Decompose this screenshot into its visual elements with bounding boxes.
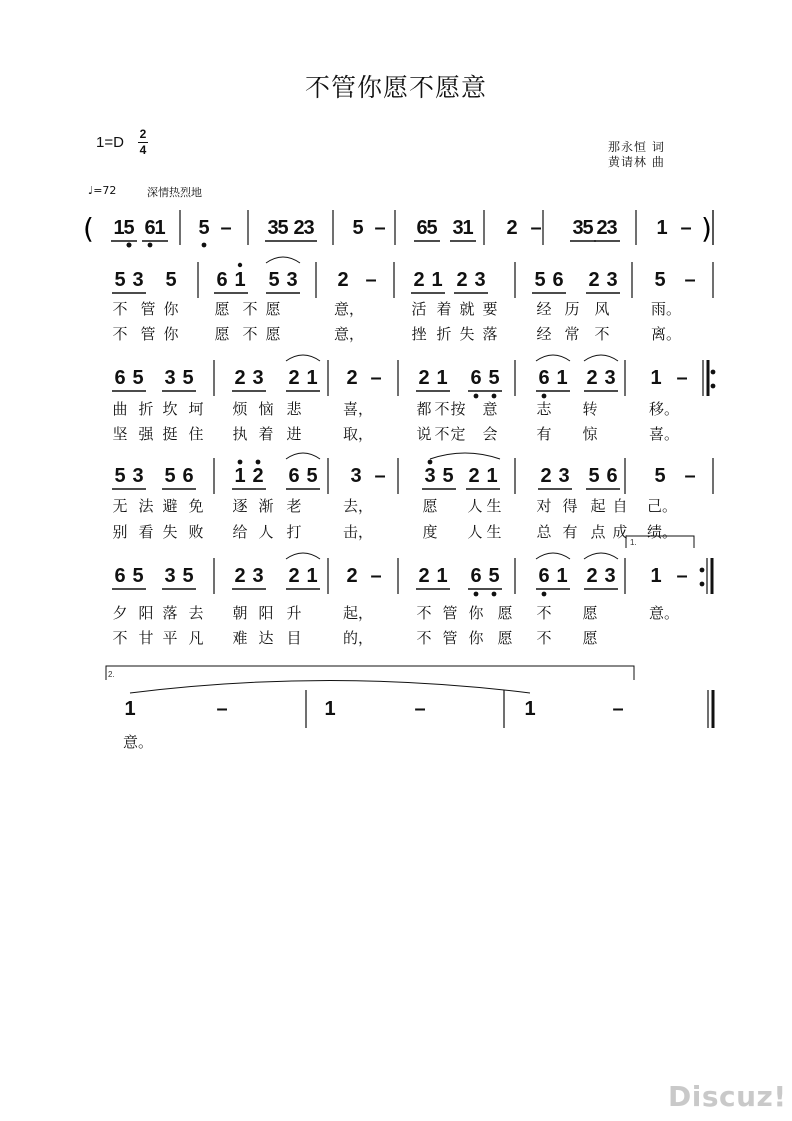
lyric-syllable: 转 [582,400,598,418]
tempo-value: =72 [93,184,117,197]
dash-note: – [676,565,688,587]
lyric-syllable: 给 [232,523,248,541]
lyric-syllable: 阳 [138,604,154,622]
octave-dot [492,394,497,399]
slur-arc [584,553,618,559]
lyric-syllable: 打 [286,523,302,541]
lyric-syllable: 坚 [112,425,128,443]
jianpu-note: 5 [352,217,364,239]
lyric-syllable: 朝 [232,604,248,622]
jianpu-note: 2 [456,269,468,291]
slur-arc [536,553,570,559]
lyric-syllable: 就 [459,300,475,318]
jianpu-note: 5 [182,367,194,389]
jianpu-note: 5 [268,269,280,291]
lyric-syllable: 常 [564,325,580,343]
lyric-syllable: 愿 [497,604,513,622]
lyric-syllable: 惊 [582,425,598,443]
octave-dot [202,243,207,248]
lyric-syllable: 意。 [649,604,680,622]
lyric-syllable: 按 [450,400,466,418]
lyric-syllable: 老 [286,497,302,515]
lyric-syllable: 无 [112,497,128,515]
lyric-syllable: 的， [343,629,374,647]
jianpu-note: 6 [538,565,550,587]
lyric-syllable: 看 [138,523,154,541]
jianpu-note: 1 [234,465,246,487]
dash-note: – [220,217,232,239]
octave-dot [711,384,716,389]
jianpu-note: 2 [234,367,246,389]
time-signature-bottom: 4 [139,143,147,157]
composer-credit: 黄请林 曲 [608,155,665,169]
lyric-syllable: 不 [536,604,552,622]
slur-arc [536,355,570,361]
lyric-syllable: 意， [334,325,365,343]
jianpu-note: 1 [556,565,568,587]
jianpu-note: 5 [114,465,126,487]
volta-second-label: 2. [108,670,115,679]
jianpu-note: 2 [288,565,300,587]
octave-dot [238,263,242,267]
lyric-syllable: 烦 [232,400,248,418]
jianpu-note: 2 [234,565,246,587]
lyric-syllable: 绩。 [647,523,678,541]
dash-note: – [612,698,624,720]
jianpu-note: 6 [182,465,194,487]
lyric-syllable: 挺 [162,425,178,443]
jianpu-note: 2 [252,465,264,487]
jianpu-note: 1 [650,367,662,389]
jianpu-note: 3 [252,367,264,389]
jianpu-note: 2 [346,565,358,587]
key-signature: 1=D [96,134,124,151]
lyric-syllable: 进 [286,425,302,443]
lyric-syllable: 失 [459,325,475,343]
lyric-syllable: 说 [416,425,432,443]
jianpu-note: 6 [216,269,228,291]
lyric-syllable: 人 [467,523,483,541]
lyric-syllable: 成 [612,523,628,541]
jianpu-note: 1 [486,465,498,487]
lyric-syllable: 升 [286,604,302,622]
jianpu-note: 1 [306,565,318,587]
jianpu-note: 2 [293,217,305,239]
lyric-syllable: 愿 [497,629,513,647]
lyric-syllable: 逐 [232,497,248,515]
lyric-syllable: 人 [467,497,483,515]
slur-arc [286,453,320,459]
jianpu-note: 1 [324,698,336,720]
jianpu-note: 6 [470,565,482,587]
dash-note: – [365,269,377,291]
dash-note: – [676,367,688,389]
jianpu-note: 5 [114,269,126,291]
jianpu-note: 1 [656,217,668,239]
jianpu-note: 5 [442,465,454,487]
octave-dot [542,592,547,597]
lyric-syllable: 自 [612,497,628,515]
volta-second-bracket [106,666,634,680]
lyricist-credit: 那永恒 词 [608,140,665,154]
lyric-syllable: 雨。 [651,300,682,318]
lyric-syllable: 有 [562,523,578,541]
lyric-syllable: 曲 [112,400,128,418]
lyric-syllable: 着 [258,425,274,443]
dash-note: – [530,217,542,239]
expression-marking: 深情热烈地 [147,186,202,199]
lyric-syllable: 起， [343,604,374,622]
octave-dot [148,243,153,248]
lyric-syllable: 不 [434,400,450,418]
lyric-syllable: 不 [416,629,432,647]
lyric-syllable: 都 [416,400,432,418]
time-signature-top: 2 [139,127,147,141]
jianpu-note: 3 [606,217,618,239]
lyric-syllable: 难 [232,629,248,647]
lyric-syllable: 管 [442,604,458,622]
lyric-syllable: 不 [434,425,450,443]
lyric-syllable: 移。 [649,400,680,418]
slur-arc [584,355,618,361]
jianpu-note: 3 [606,269,618,291]
jianpu-note: 3 [132,465,144,487]
lyric-syllable: 你 [468,604,484,622]
lyric-syllable: 离。 [651,325,682,343]
jianpu-note: 5 [654,269,666,291]
jianpu-note: 3 [132,269,144,291]
jianpu-note: 3 [164,565,176,587]
dash-note: – [370,367,382,389]
jianpu-note: 1 [306,367,318,389]
jianpu-note: 1 [113,217,125,239]
lyric-syllable: 愿 [265,325,281,343]
lyric-syllable: 生 [486,497,502,515]
lyric-syllable: 愿 [214,325,230,343]
octave-dot [127,243,132,248]
lyric-syllable: 生 [486,523,502,541]
lyric-syllable: 折 [138,400,154,418]
jianpu-note: 5 [165,269,177,291]
dash-note: – [370,565,382,587]
jianpu-note: 5 [164,465,176,487]
lyric-syllable: 历 [564,300,580,318]
lyric-syllable: 己。 [647,497,678,515]
lyric-syllable: 管 [140,300,156,318]
lyric-syllable: 平 [162,629,178,647]
jianpu-note: 2 [586,367,598,389]
lyric-syllable: 得 [562,497,578,515]
lyric-syllable: 失 [162,523,178,541]
lyric-syllable: 意， [334,300,365,318]
jianpu-note: 5 [306,465,318,487]
lyric-syllable: 不 [536,629,552,647]
jianpu-note: 3 [572,217,584,239]
lyric-syllable: 志 [536,400,552,418]
jianpu-note: 1 [431,269,443,291]
lyric-syllable: 去， [343,497,374,515]
jianpu-note: 1 [154,217,166,239]
octave-dot [238,460,243,465]
lyric-syllable: 落 [162,604,178,622]
jianpu-note: 5 [534,269,546,291]
lyric-syllable: 喜， [343,400,374,418]
octave-dot [542,394,547,399]
jianpu-note: 6 [606,465,618,487]
lyric-syllable: 经 [536,300,552,318]
jianpu-note: 1 [234,269,246,291]
lyric-syllable: 凡 [188,629,204,647]
dash-note: – [684,269,696,291]
jianpu-note: 2 [506,217,518,239]
jianpu-note: 6 [114,565,126,587]
jianpu-note: 6 [416,217,428,239]
dash-note: – [374,465,386,487]
lyric-syllable: 夕 [112,604,128,622]
song-title: 不管你愿不愿意 [304,73,487,102]
slur-arc [286,355,320,361]
lyric-syllable: 甘 [138,629,154,647]
lyric-syllable: 人 [258,523,274,541]
jianpu-note: 5 [132,367,144,389]
lyric-syllable: 目 [286,629,302,647]
lyric-syllable: 你 [163,325,179,343]
jianpu-note: 5 [277,217,289,239]
lyric-syllable: 度 [422,523,438,541]
jianpu-note: 3 [474,269,486,291]
jianpu-note: 2 [337,269,349,291]
jianpu-note: 6 [538,367,550,389]
jianpu-note: 5 [426,217,438,239]
jianpu-note: 6 [552,269,564,291]
lyric-syllable: 不 [416,604,432,622]
jianpu-note: 6 [288,465,300,487]
jianpu-note: 2 [288,367,300,389]
dash-note: – [374,217,386,239]
lyric-syllable: 你 [468,629,484,647]
slur-arc [286,553,320,559]
lyric-syllable: 渐 [258,497,274,515]
jianpu-note: 1 [436,367,448,389]
lyric-syllable: 总 [536,523,552,541]
octave-dot [256,460,261,465]
open-paren: ( [83,212,94,245]
lyric-syllable: 避 [162,497,178,515]
lyric-syllable: 别 [112,523,128,541]
lyric-syllable: 活 [411,300,427,318]
jianpu-note: 3 [286,269,298,291]
lyric-syllable: 定 [450,425,466,443]
lyric-syllable: 有 [536,425,552,443]
jianpu-note: 2 [468,465,480,487]
octave-dot [474,394,479,399]
octave-dot [700,582,705,587]
jianpu-note: 1 [124,698,136,720]
jianpu-note: 3 [452,217,464,239]
jianpu-note: 2 [413,269,425,291]
octave-dot [492,592,497,597]
jianpu-note: 6 [470,367,482,389]
octave-dot [474,592,479,597]
watermark: Discuz! [668,1080,787,1113]
jianpu-note: 3 [267,217,279,239]
lyric-syllable: 起 [590,497,606,515]
lyric-syllable: 不 [242,325,258,343]
lyric-syllable: 愿 [214,300,230,318]
dash-note: – [684,465,696,487]
jianpu-note: 6 [144,217,156,239]
lyric-syllable: 不 [242,300,258,318]
lyric-syllable: 愿 [265,300,281,318]
lyric-syllable: 阳 [258,604,274,622]
lyric-syllable: 不 [112,325,128,343]
jianpu-note: 6 [114,367,126,389]
jianpu-note: 2 [586,565,598,587]
lyric-syllable: 击， [343,523,374,541]
quarter-note-icon: ♩ [88,184,94,197]
lyric-syllable: 愿 [582,629,598,647]
jianpu-note: 2 [596,217,608,239]
lyric-syllable: 法 [138,497,154,515]
lyric-syllable: 强 [138,425,154,443]
jianpu-note: 2 [540,465,552,487]
lyric-syllable: 管 [140,325,156,343]
lyric-syllable: 落 [482,325,498,343]
lyric-syllable: 挫 [411,325,427,343]
lyric-syllable: 折 [436,325,452,343]
lyric-syllable: 达 [258,629,274,647]
jianpu-note: 5 [488,367,500,389]
octave-dot [428,460,433,465]
jianpu-note: 1 [436,565,448,587]
jianpu-note: 1 [524,698,536,720]
jianpu-note: 2 [418,565,430,587]
lyric-syllable: 住 [188,425,204,443]
jianpu-note: 5 [654,465,666,487]
jianpu-note: 2 [346,367,358,389]
lyric-syllable: 会 [482,425,498,443]
jianpu-note: 2 [588,269,600,291]
lyric-syllable: 取， [343,425,374,443]
jianpu-note: 3 [350,465,362,487]
jianpu-note: 5 [198,217,210,239]
jianpu-note: 3 [303,217,315,239]
jianpu-note: 3 [558,465,570,487]
jianpu-note: 5 [588,465,600,487]
octave-dot [711,370,716,375]
lyric-syllable: 不 [112,629,128,647]
jianpu-note: 5 [182,565,194,587]
lyric-syllable: 对 [536,497,552,515]
lyric-syllable: 意 [482,400,498,418]
lyric-syllable: 风 [594,300,610,318]
jianpu-note: 1 [556,367,568,389]
lyric-syllable: 败 [188,523,204,541]
lyric-syllable: 着 [436,300,452,318]
lyric-syllable: 不 [112,300,128,318]
jianpu-note: 3 [252,565,264,587]
lyric-syllable: 喜。 [649,425,680,443]
close-paren: ) [701,212,712,245]
lyric-syllable: 点 [590,523,606,541]
dash-note: – [216,698,228,720]
lyric-syllable: 恼 [258,400,274,418]
lyric-syllable: 要 [482,300,498,318]
jianpu-note: 5 [132,565,144,587]
lyric-syllable: 愿 [422,497,438,515]
slur-arc [266,257,300,263]
lyric-syllable: 意。 [123,733,154,751]
slur-arc [430,453,500,459]
jianpu-note: 5 [488,565,500,587]
jianpu-note: 3 [604,565,616,587]
dash-note: – [680,217,692,239]
jianpu-note: 2 [418,367,430,389]
lyric-syllable: 悲 [286,400,302,418]
jianpu-note: 5 [582,217,594,239]
lyric-syllable: 执 [232,425,248,443]
lyric-syllable: 不 [594,325,610,343]
dash-note: – [414,698,426,720]
jianpu-note: 1 [650,565,662,587]
jianpu-note: 1 [462,217,474,239]
jianpu-note: 3 [604,367,616,389]
lyric-syllable: 你 [163,300,179,318]
tie-arc [130,681,530,694]
octave-dot [700,568,705,573]
jianpu-note: 3 [424,465,436,487]
lyric-syllable: 经 [536,325,552,343]
lyric-syllable: 坎 [162,400,178,418]
jianpu-note: 5 [123,217,135,239]
lyric-syllable: 免 [188,497,204,515]
jianpu-note: 3 [164,367,176,389]
volta-first-label: 1. [630,538,637,547]
lyric-syllable: 管 [442,629,458,647]
lyric-syllable: 愿 [582,604,598,622]
lyric-syllable: 去 [188,604,204,622]
lyric-syllable: 坷 [188,400,204,418]
